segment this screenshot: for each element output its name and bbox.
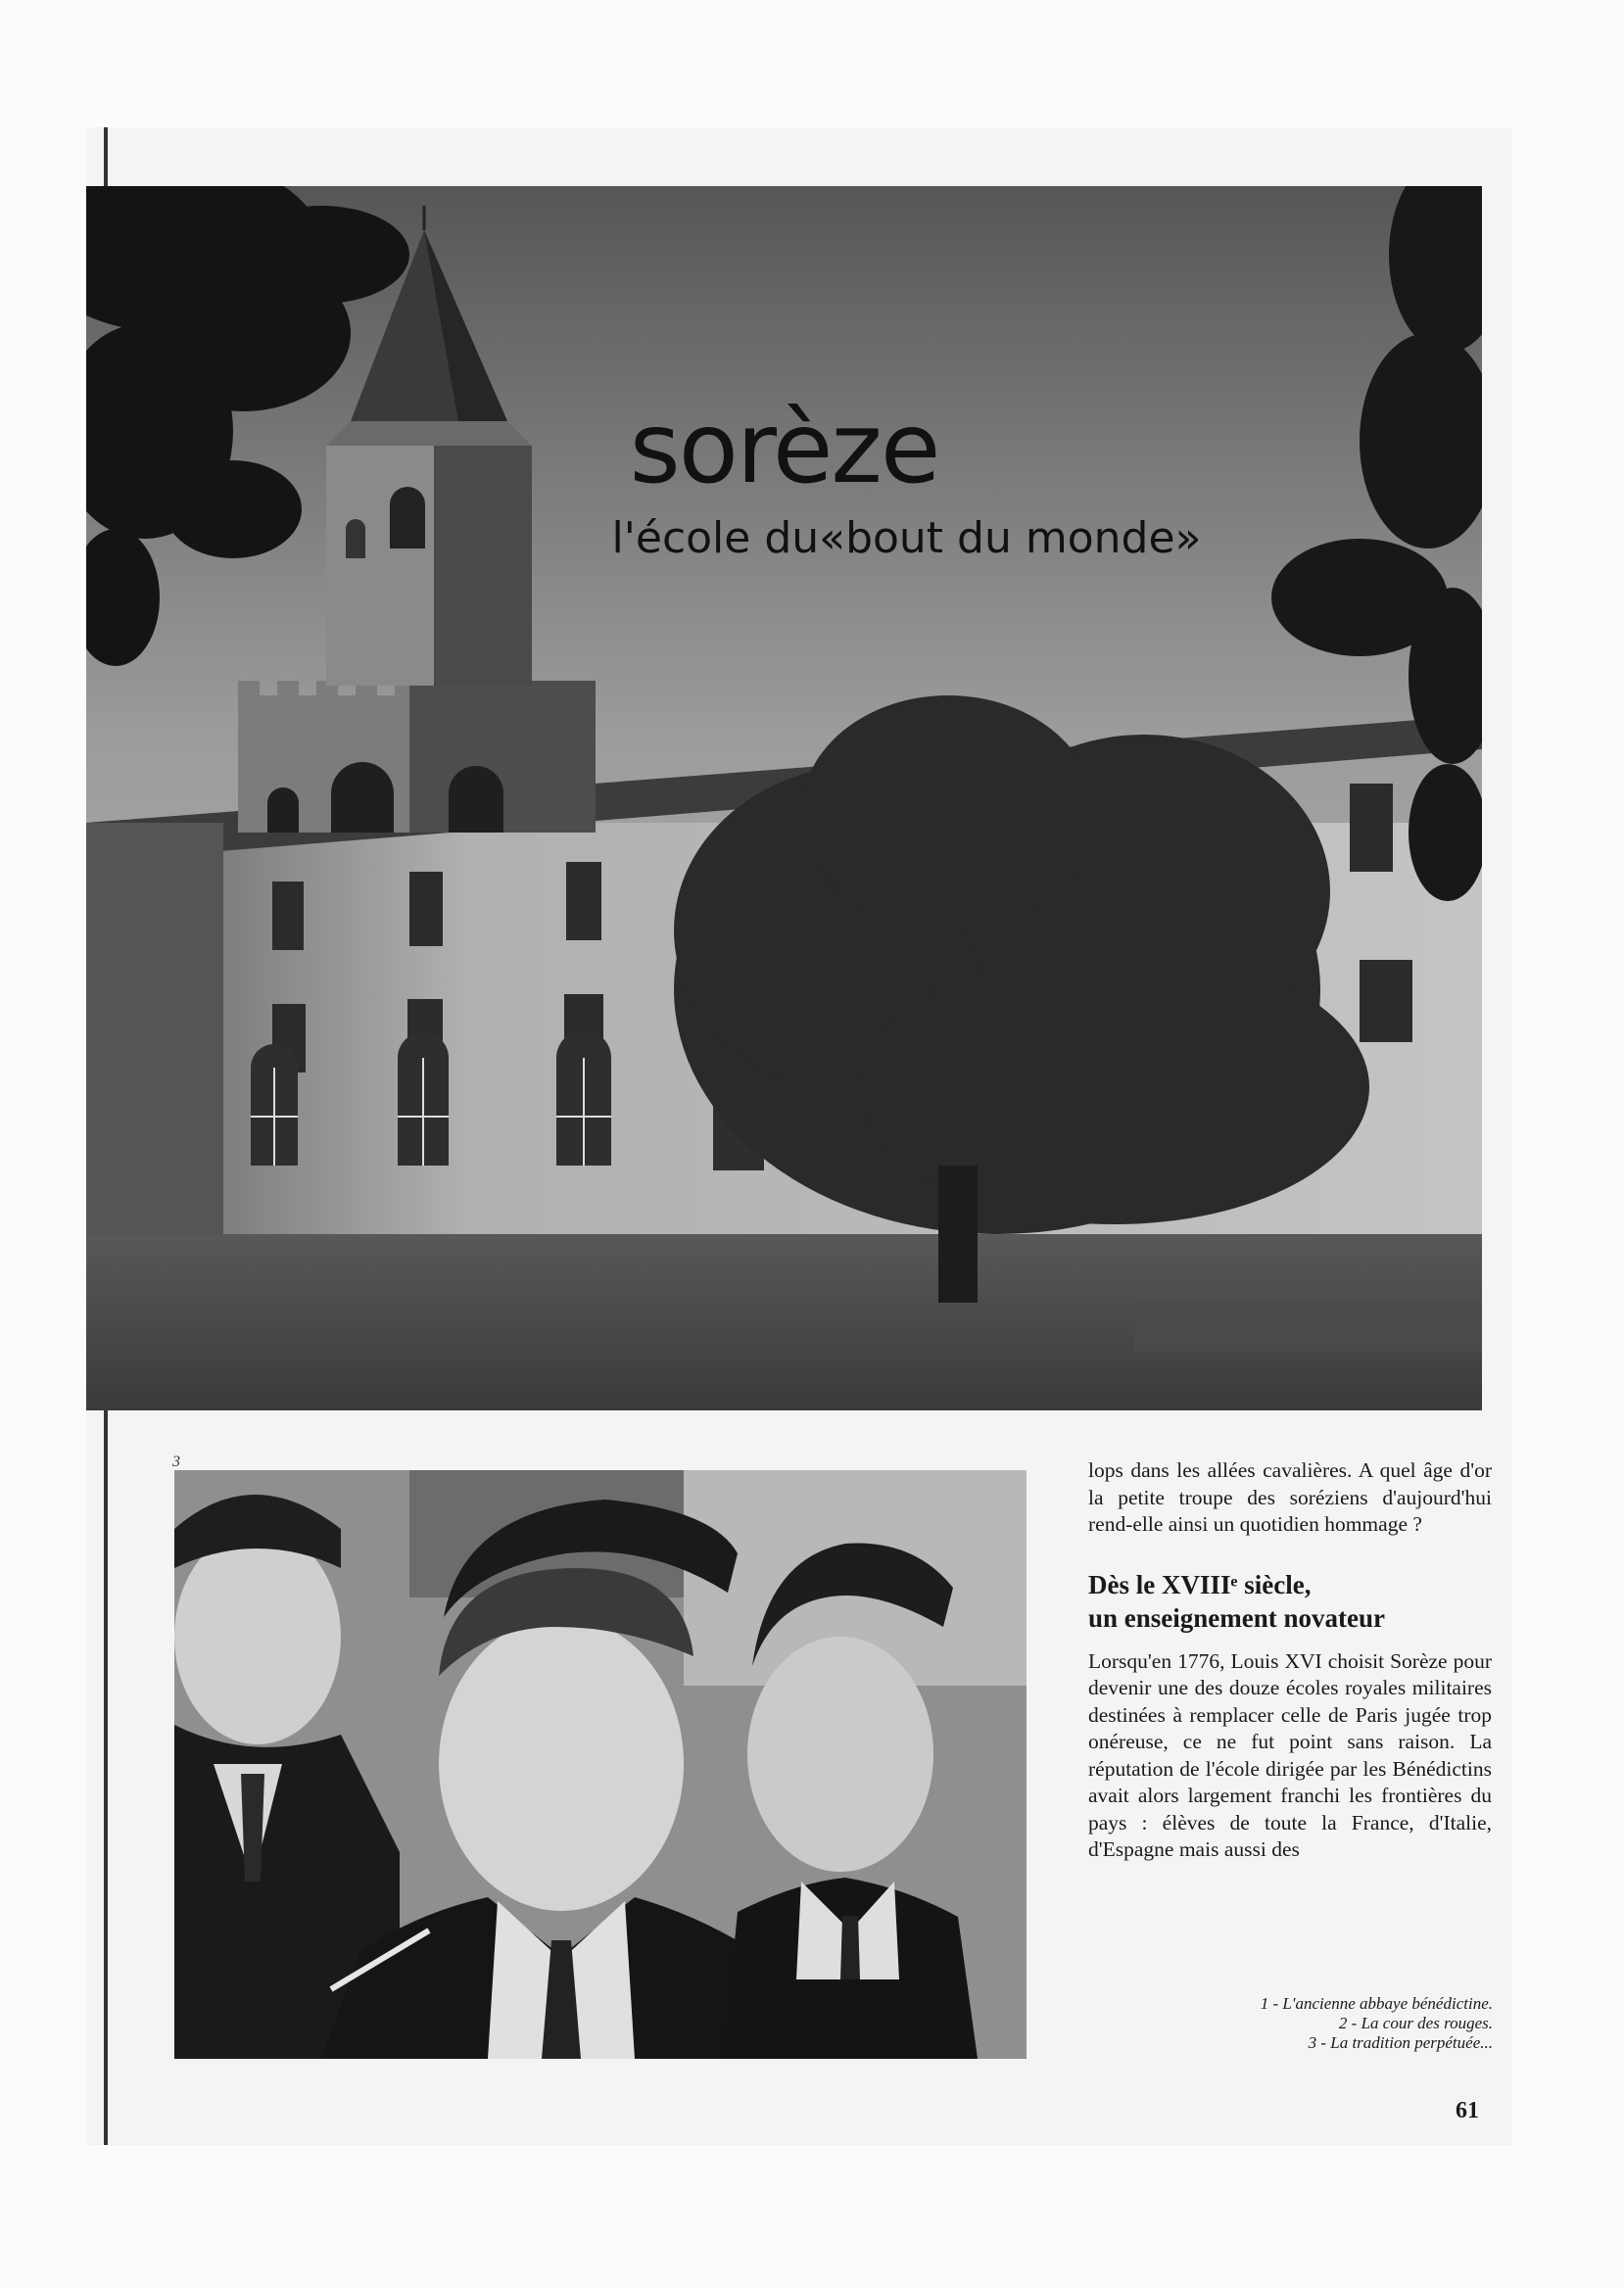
figure-number: 3: [172, 1454, 180, 1470]
section-heading: [1088, 1568, 1492, 1635]
cadets-photograph: [174, 1470, 1027, 2059]
photo-captions: [1261, 1994, 1493, 2053]
section-paragraph: Lorsqu'en 1776, Louis XVI choisit Sorèze pour devenir une des douze écoles royales militaires destinées à remplacer celle de Paris jugée trop onéreuse, ce ne fut point sans raison. La réputation de l'école dirigée par les Bénédictins avait alors largement franchi les frontières du pays : élèves de toute la France, d'Italie, d'Espagne mais aussi des: [1088, 1648, 1492, 1861]
section-heading-line-2: un enseignement novateur: [1088, 1602, 1385, 1633]
caption-3: 3 - La tradition perpétuée...: [1308, 2033, 1493, 2052]
abbey-photograph: [86, 186, 1482, 1410]
caption-2: 2 - La cour des rouges.: [1338, 2014, 1493, 2032]
section-heading-line-1: Dès le XVIIIᵉ siècle,: [1088, 1569, 1312, 1599]
article-subtitle: l'école du«bout du monde»: [611, 513, 1202, 563]
abbey-illustration: [86, 186, 1482, 1410]
page-number: 61: [1456, 2098, 1479, 2123]
article-text-column: [1088, 1457, 1492, 1864]
article-title: sorèze: [629, 391, 939, 505]
intro-paragraph: lops dans les allées cavalières. A quel âge d'or la petite troupe des soréziens d'aujourd'hui rend-elle ainsi un quotidien hommage ?: [1088, 1458, 1492, 1536]
caption-1: 1 - L'ancienne abbaye bénédictine.: [1260, 1994, 1493, 2013]
cadets-illustration: [174, 1470, 1027, 2059]
